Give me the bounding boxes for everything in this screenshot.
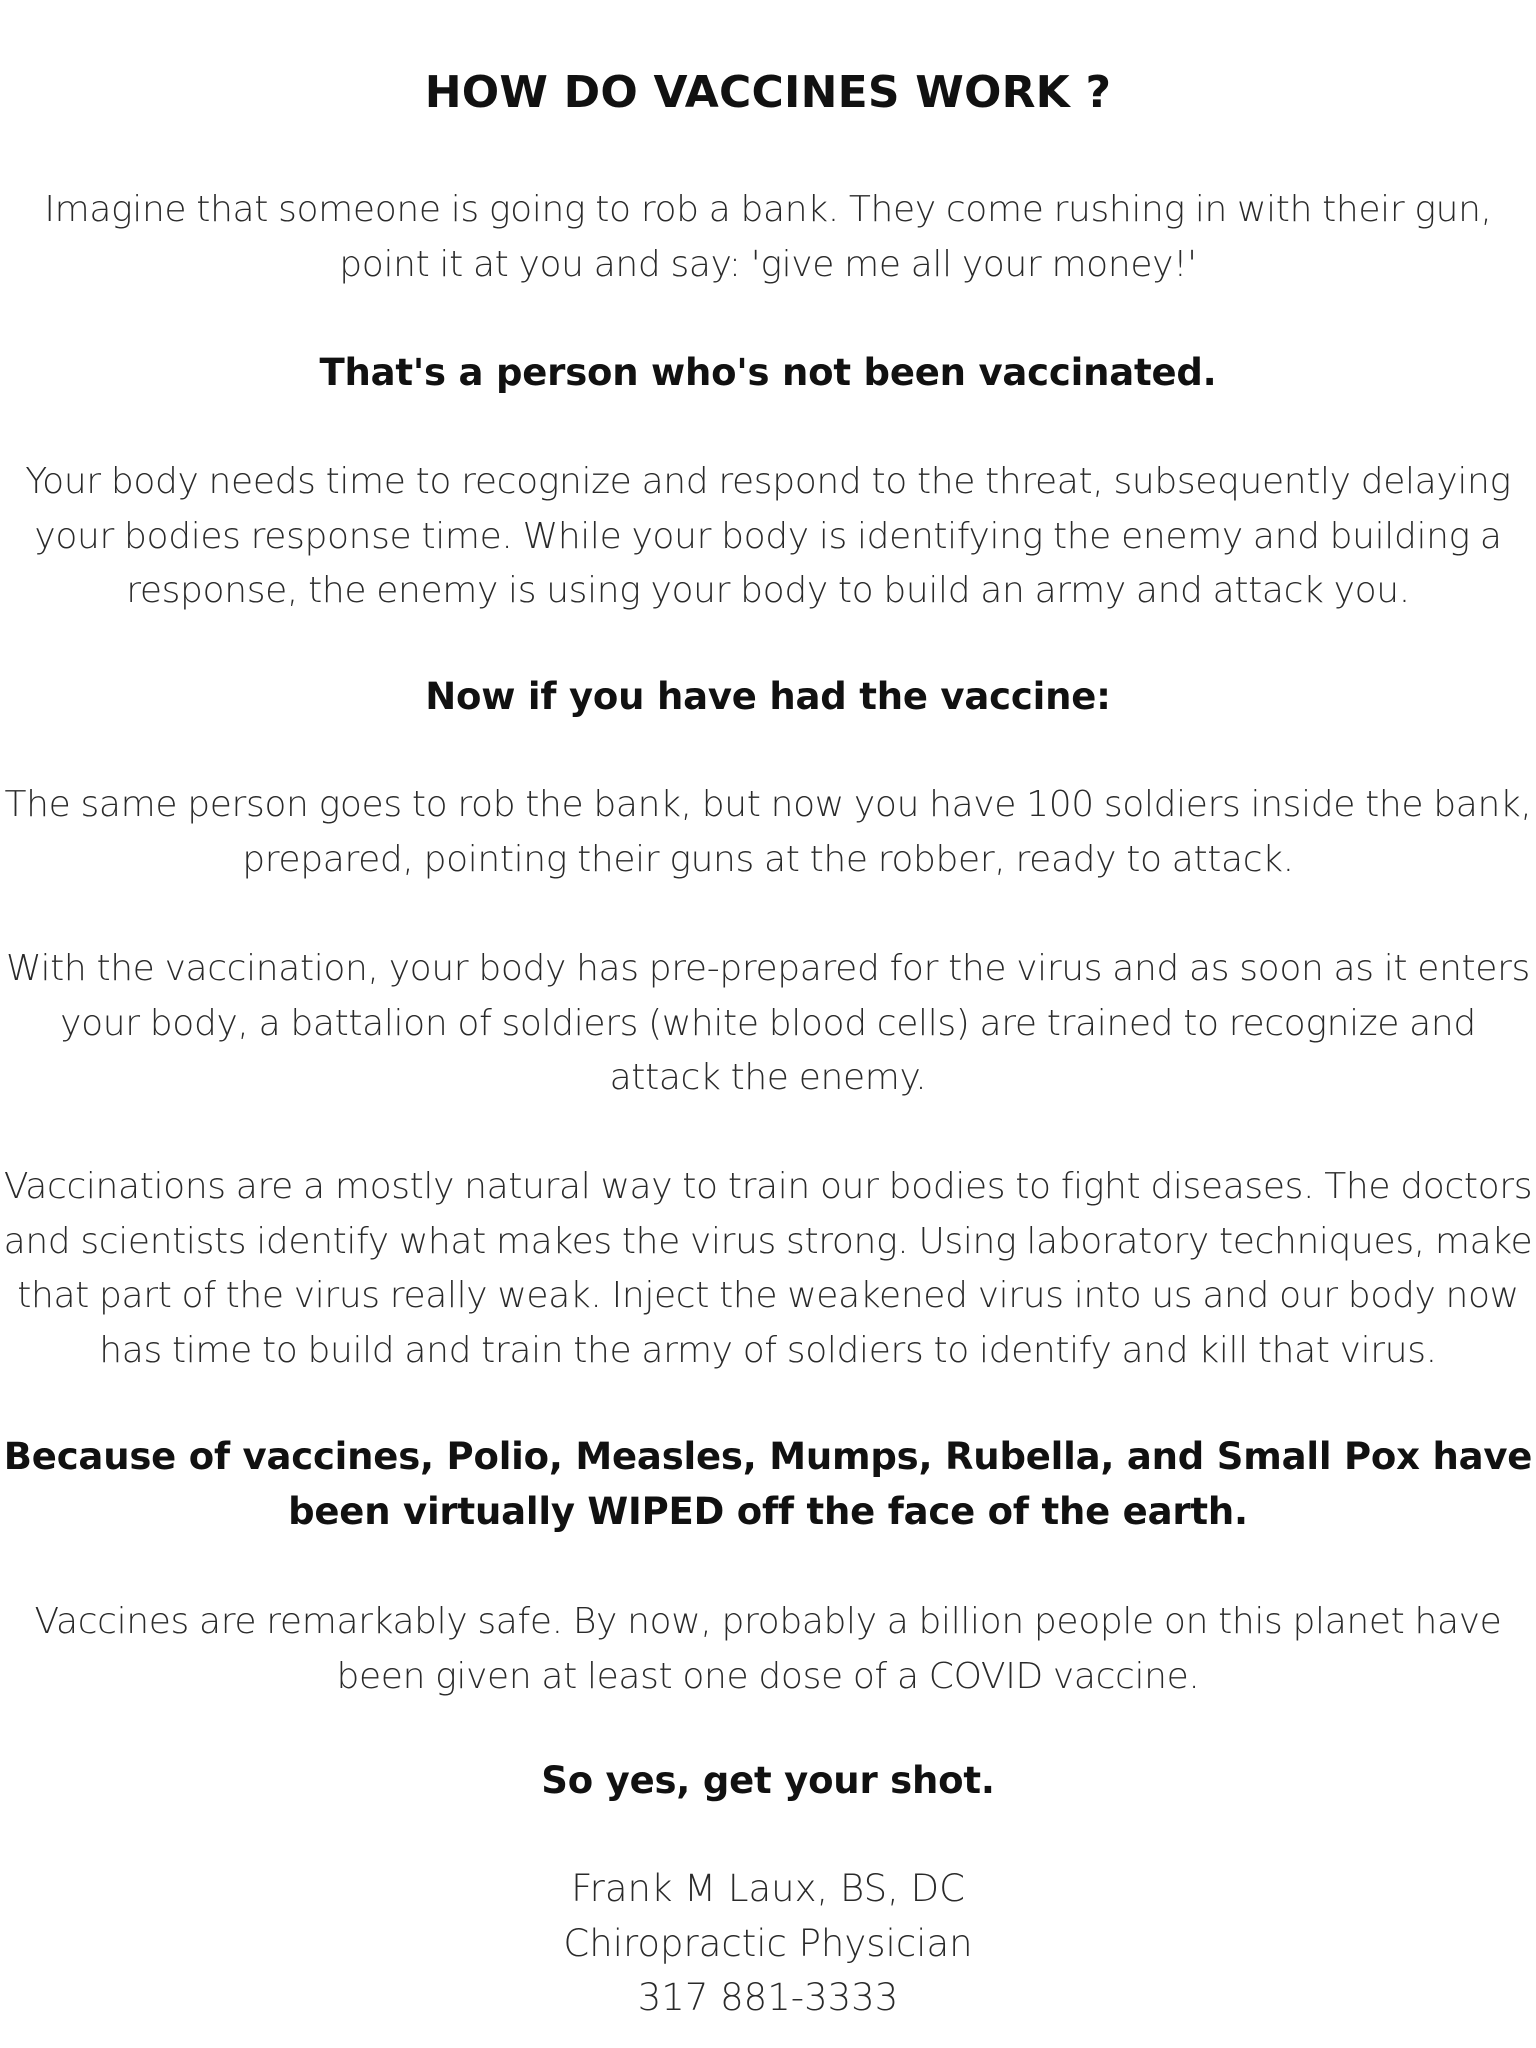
signature-block <box>0 1862 1536 2026</box>
natural-training-paragraph: Vaccinations are a mostly natural way to train our bodies to fight diseases. The doctors and scientists identify what makes the virus strong. Using laboratory techniques, make that part of the virus really weak. Inject the weakened virus into us and our body now has time to build and train the army of soldiers to identify and kill that virus. <box>3 1166 1533 1371</box>
intro-paragraph: Imagine that someone is going to rob a bank. They come rushing in with their gun, point it at you and say: 'give me all your money!' <box>44 189 1492 285</box>
unvaccinated-statement: That's a person who's not been vaccinated. <box>319 351 1217 394</box>
vaccination-paragraph: With the vaccination, your body has pre-prepared for the virus and as soon as it enters your body, a battalion of soldiers (white blood cells) are trained to recognize and attack the enemy. <box>6 948 1530 1098</box>
body-response-paragraph: Your body needs time to recognize and respond to the threat, subsequently delaying your bodies response time. While your body is identifying the enemy and building a response, the enemy is using your body to build an army and attack you. <box>25 461 1511 611</box>
signature-name: Frank M Laux, BS, DC <box>571 1867 965 1910</box>
signature-role: Chiropractic Physician <box>563 1921 973 1965</box>
safety-paragraph: Vaccines are remarkably safe. By now, probably a billion people on this planet have been given at least one dose of a COVID vaccine. <box>34 1601 1502 1697</box>
eradication-statement: Because of vaccines, Polio, Measles, Mumps, Rubella, and Small Pox have been virtually WIPED off the face of the earth. <box>3 1435 1533 1533</box>
call-to-action: So yes, get your shot. <box>541 1759 995 1802</box>
soldiers-paragraph: The same person goes to rob the bank, but now you have 100 soldiers inside the bank, prepared, pointing their guns at the robber, ready to attack. <box>4 784 1532 880</box>
vaccinated-heading: Now if you have had the vaccine: <box>425 675 1111 718</box>
signature-phone: 317 881-3333 <box>637 1976 899 2019</box>
page-title: HOW DO VACCINES WORK ? <box>424 67 1112 118</box>
